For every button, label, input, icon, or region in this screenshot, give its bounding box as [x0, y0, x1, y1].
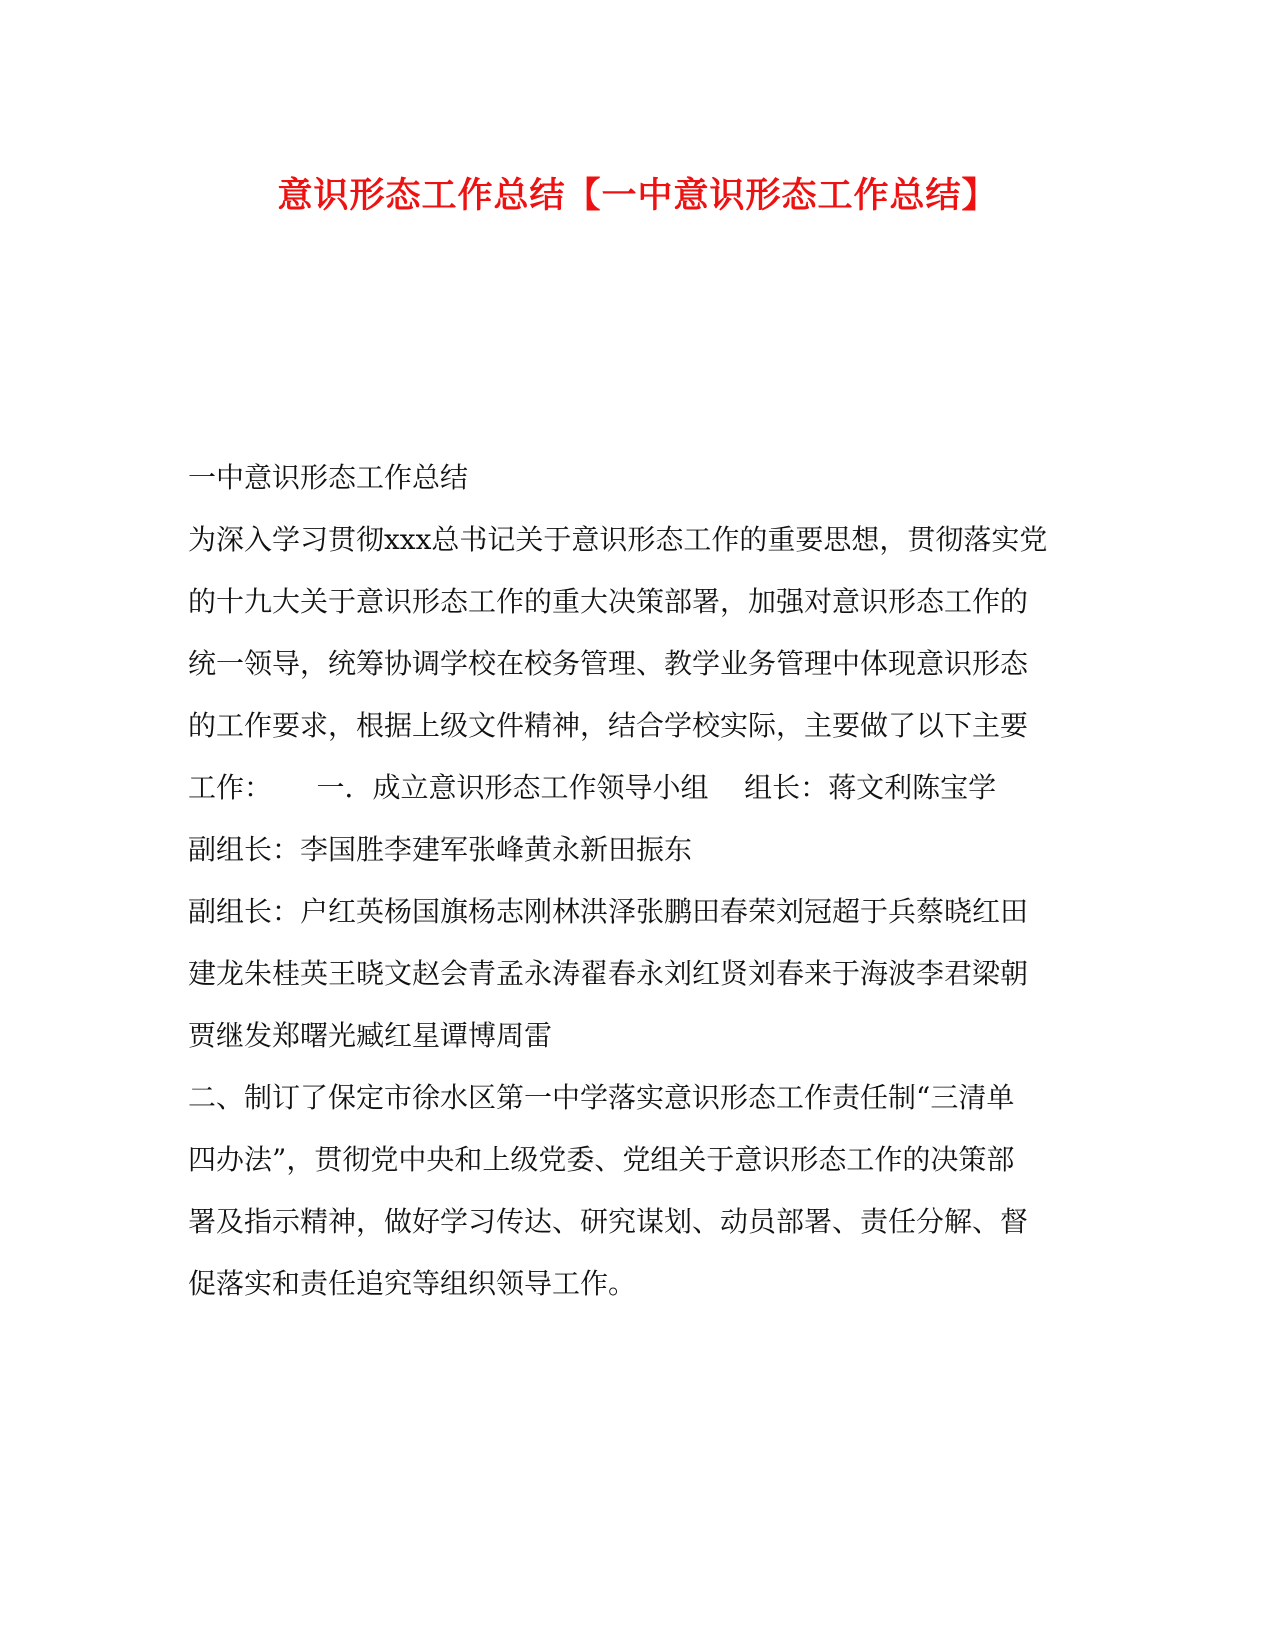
paragraph-line: 统一领导，统筹协调学校在校务管理、教学业务管理中体现意识形态: [188, 647, 1029, 680]
paragraph-line: 为深入学习贯彻xxx总书记关于意识形态工作的重要思想，贯彻落实党: [188, 523, 1048, 556]
paragraph-line: 四办法”，贯彻党中央和上级党委、党组关于意识形态工作的决策部: [188, 1143, 1015, 1176]
paragraph-line: 二、制订了保定市徐水区第一中学落实意识形态工作责任制“三清单: [188, 1081, 1015, 1114]
paragraph-line: 建龙朱桂英王晓文赵会青孟永涛翟春永刘红贤刘春来于海波李君梁朝: [188, 957, 1029, 990]
subtitle-line: 一中意识形态工作总结: [188, 461, 469, 494]
paragraph-line: 署及指示精神，做好学习传达、研究谋划、动员部署、责任分解、督: [188, 1205, 1029, 1238]
paragraph-line: 促落实和责任追究等组织领导工作。: [188, 1267, 637, 1300]
paragraph-line: 贾继发郑曙光臧红星谭博周雷: [188, 1019, 553, 1052]
paragraph-line: 的十九大关于意识形态工作的重大决策部署，加强对意识形态工作的: [188, 585, 1029, 618]
paragraph-line: 的工作要求，根据上级文件精神，结合学校实际，主要做了以下主要: [188, 709, 1029, 742]
paragraph-line: 工作： 一．成立意识形态工作领导小组 组长：蒋文利陈宝学: [188, 771, 997, 804]
paragraph-line: 副组长：李国胜李建军张峰黄永新田振东: [188, 833, 693, 866]
document-title: 意识形态工作总结【一中意识形态工作总结】: [277, 175, 998, 216]
paragraph-line: 副组长：户红英杨国旗杨志刚林洪泽张鹏田春荣刘冠超于兵蔡晓红田: [188, 895, 1029, 928]
